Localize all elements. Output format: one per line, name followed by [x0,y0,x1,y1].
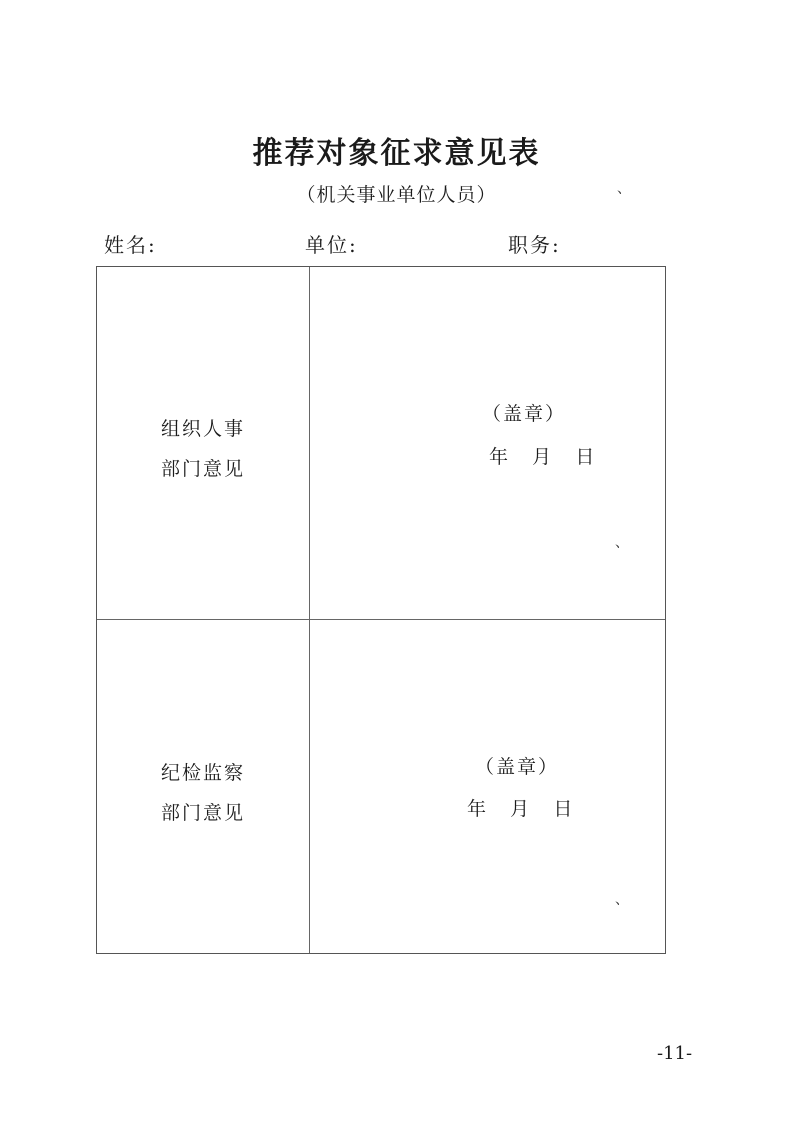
tick-mark: 、 [615,535,629,551]
row-2-label-line2: 部门意见 [161,802,246,824]
opinion-table [96,266,666,954]
row-1-label-line2: 部门意见 [161,458,246,480]
name-field-label: 姓名: [104,233,157,257]
document-title: 推荐对象征求意见表 [252,136,541,171]
document-subtitle: （机关事业单位人员） [296,184,497,206]
unit-field-label: 单位: [305,233,358,257]
row-2-label [161,753,245,833]
tick-mark: 、 [615,892,629,908]
tick-mark: 、 [617,181,631,197]
row-2-stamp: （盖章） [475,756,560,778]
row-2-date: 年 月 日 [467,798,573,820]
column-divider [309,267,310,953]
row-1-date: 年 月 日 [489,446,595,468]
row-divider [97,619,665,620]
row-1-label [161,409,245,489]
row-1-label-line1: 组织人事 [161,418,246,440]
row-1-stamp: （盖章） [482,403,567,425]
post-field-label: 职务: [508,233,561,257]
row-2-label-line1: 纪检监察 [161,762,246,784]
page-number: -11- [657,1043,693,1064]
